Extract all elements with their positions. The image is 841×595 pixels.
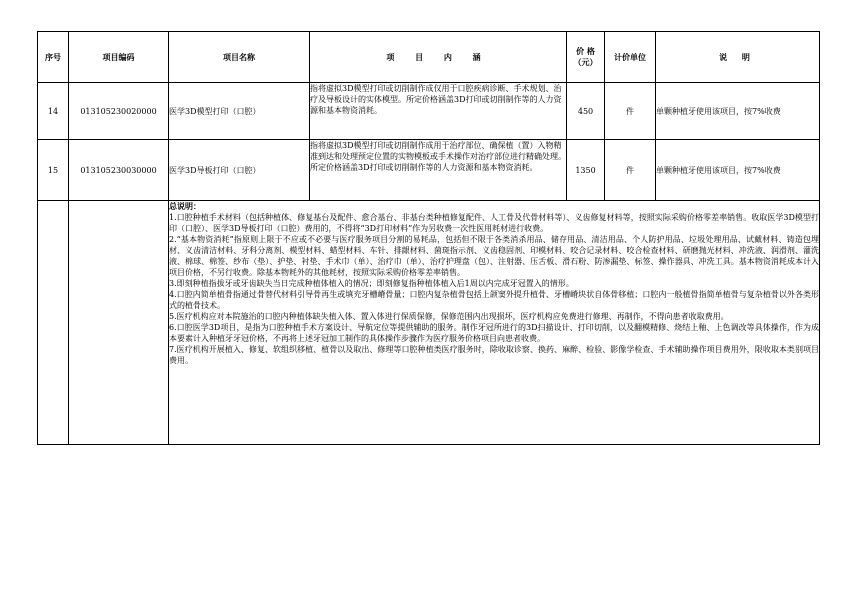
header-name: 项目名称 bbox=[169, 32, 310, 83]
notes-empty-no bbox=[38, 201, 69, 445]
table-row bbox=[38, 140, 820, 201]
row-name: 医学3D模型打印（口腔） bbox=[169, 83, 310, 140]
header-unit: 计价单位 bbox=[605, 32, 656, 83]
notes-empty-code bbox=[69, 201, 169, 445]
header-price-line1: 价 格 bbox=[576, 47, 595, 56]
header-no: 序号 bbox=[38, 32, 69, 83]
note-item-2: 2.“基本物资消耗”指原则上限于不应或不必要与医疗服务项目分割的易耗品，包括但不限于各类消杀用品、储存用品、清洁用品、个人防护用品、垃圾处理用品、试戴材料、铸造包埋材、义齿清洁材料、牙科分离剂、模型材料、蜡型材料、车针、排龈材料、菌斑指示剂、义齿稳固剂、印模材料、咬合记录材料、咬合检查材料、研磨抛光材料、冲洗液、润滑剂、灌洗液、棉球、棉签、纱布（垫）、护垫、衬垫、手术巾（单）、治疗巾（单）、治疗护理盘（包）、注射器、压舌板、滑石粉、防渗漏垫、标签、操作器具、冲洗工具。基本物资消耗成本计入项目价格，不另行收费。除基本物耗外的其他耗材，按照实际采购价格零差率销售。 bbox=[169, 235, 819, 277]
row-content: 指将虚拟3D模型打印或切削制作成仅用于口腔疾病诊断、手术规划、治疗及导板设计的实体模型。所定价格涵盖3D打印或切削制作等的人力资源和基本物资消耗。 bbox=[310, 83, 567, 140]
note-item-1: 1.口腔种植手术材料（包括种植体、修复基台及配件、愈合基台、非基台类种植修复配件、人工骨及代骨材料等）、义齿修复材料等，按照实际采购价格零差率销售。收取医学3D模型打印（口腔）、医学3D导板打印（口腔）费用的，不得将“3D打印材料”作为另收费一次性医用耗材进行收费。 bbox=[169, 213, 819, 233]
header-note: 说 明 bbox=[656, 32, 820, 83]
row-note: 单颗种植牙使用该项目，按7%收费 bbox=[656, 83, 820, 140]
row-content: 指将虚拟3D模型打印或切削制作成用于治疗部位、确保植（置）入物精准到达和处理预定位置的实物模板或手术操作对治疗部位进行精确处理。所定价格涵盖3D打印或切削制作等的人力资源和基本物资消耗。 bbox=[310, 140, 567, 201]
row-name: 医学3D导板打印（口腔） bbox=[169, 140, 310, 201]
header-price-line2: （元） bbox=[573, 58, 598, 67]
row-unit: 件 bbox=[605, 83, 656, 140]
note-item-6: 6.口腔医学3D项目，是指为口腔种植手术方案设计、导航定位等提供辅助的服务。制作牙冠所进行的3D扫描设计、打印切削，以及翻模精修、烧结上釉、上色调改等具体操作，作为成本要素计入种植牙牙冠价格，不再将上述牙冠加工制作的具体操作步骤作为医疗服务价格项目向患者收费。 bbox=[169, 323, 819, 343]
row-code: 013105230020000 bbox=[69, 83, 169, 140]
notes-row bbox=[38, 201, 820, 445]
row-no: 15 bbox=[38, 140, 69, 201]
general-notes bbox=[169, 201, 820, 445]
header-price bbox=[567, 32, 605, 83]
note-item-3: 3.即刻种植指拔牙或牙齿缺失当日完成种植体植入的情况；即刻修复指种植体植入后1周以内完成牙冠置入的情形。 bbox=[169, 279, 574, 288]
note-item-5: 5.医疗机构应对本院施治的口腔内种植体缺失植入体、置入体进行保质保修，保修范围内出现损坏，医疗机构应免费进行修理、再制作，不得向患者收取费用。 bbox=[169, 312, 729, 321]
row-note: 单颗种植牙使用该项目，按7%收费 bbox=[656, 140, 820, 201]
header-content: 项 目 内 涵 bbox=[310, 32, 567, 83]
notes-title: 总说明： bbox=[169, 202, 201, 211]
header-row bbox=[38, 32, 820, 83]
note-item-4: 4.口腔内简单植骨指通过骨替代材料引导骨再生或填充牙槽嵴骨量；口腔内复杂植骨包括上颌窦外提升植骨、牙槽嵴块状自体骨移植；口腔内一般植骨指简单植骨与复杂植骨以外各类形式的植骨技术。 bbox=[169, 290, 819, 310]
price-table bbox=[37, 31, 820, 445]
row-unit: 件 bbox=[605, 140, 656, 201]
table-row bbox=[38, 83, 820, 140]
row-price: 450 bbox=[567, 83, 605, 140]
note-item-7: 7.医疗机构开展植入、修复、软组织移植、植骨以及取出、修理等口腔种植类医疗服务时，除收取诊察、换药、麻醉、检验、影像学检查、手术辅助操作项目费用外，限收取本类别项目费用。 bbox=[169, 345, 819, 365]
header-code: 项目编码 bbox=[69, 32, 169, 83]
row-no: 14 bbox=[38, 83, 69, 140]
row-code: 013105230030000 bbox=[69, 140, 169, 201]
row-price: 1350 bbox=[567, 140, 605, 201]
